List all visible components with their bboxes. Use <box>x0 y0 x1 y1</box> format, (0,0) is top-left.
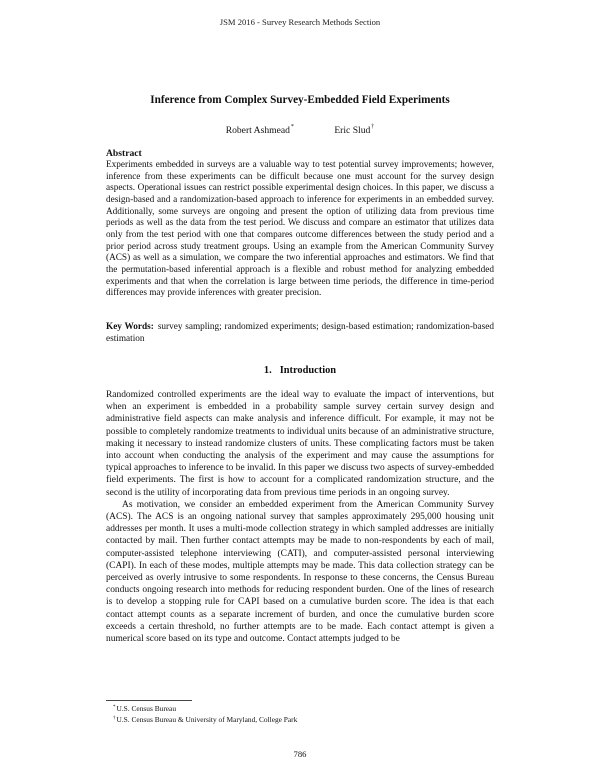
page-number: 786 <box>293 749 307 759</box>
footnote <box>113 703 493 714</box>
footnote-text: U.S. Census Bureau & University of Maryland, College Park <box>116 715 298 725</box>
body-text <box>106 389 494 645</box>
running-header: JSM 2016 - Survey Research Methods Section <box>219 17 381 27</box>
body-paragraph: Randomized controlled experiments are the ideal way to evaluate the impact of interventions, but when an experiment is embedded in a probability sample survey certain survey design and administrative field aspects can make analysis and inference difficult. For example, it may not be possible to completely randomize treatments to individual units because of an administrative structure, making it necessary to instead randomize clusters of units. These complicating factors must be taken into account when conducting the analysis of the experiment and may cause the assumptions for typical approaches to inference to be invalid. In this paper we discuss two aspects of survey-embedded field experiments. The first is how to account for a complicated randomization structure, and the second is the utility of incorporating data from previous time periods in an ongoing survey. <box>106 390 494 498</box>
section-heading <box>0 365 600 376</box>
author-slud <box>334 124 374 136</box>
author-mark: † <box>371 124 375 130</box>
author-name: Robert Ashmead <box>225 125 290 136</box>
abstract-text: Experiments embedded in surveys are a valuable way to test potential survey improvements; however, inference from these experiments can be difficult because one must account for the survey design aspects. Operational issues can restrict possible experimental design choices. In this paper, we discuss a design-based and a randomization-based approach to inference for experiments in an embedded survey. Additionally, some surveys are ongoing and present the option of utilizing data from previous time periods as well as the data from the test period. We discuss and compare an estimator that utilizes data only from the test period with one that compares outcome differences between the study period and a prior period across study treatment groups. Using an example from the American Community Survey (ACS) as well as a simulation, we compare the two inferential approaches and estimators. We find that the permutation-based inferential approach is a flexible and robust method for analyzing embedded experiments and that when the correlation is large between time periods, the difference in time-period differences may provide inferences with greater precision. <box>106 160 494 299</box>
footnote <box>113 714 493 725</box>
author-name: Eric Slud <box>334 125 371 136</box>
footnote-text: U.S. Census Bureau <box>116 704 177 713</box>
author-mark: * <box>290 124 294 130</box>
author-list <box>0 124 600 136</box>
section-number: 1. <box>263 365 272 376</box>
author-ashmead <box>226 124 294 136</box>
section-title: Introduction <box>279 365 337 376</box>
body-paragraph: As motivation, we consider an embedded experiment from the American Community Survey (ACS). The ACS is an ongoing national survey that samples approximately 295,000 housing unit addresses per month. It uses a multi-mode collection strategy in which sampled addresses are initially contacted by mail. Then further contact attempts may be made to non-respondents by each of mail, computer-assisted telephone interviewing (CATI), and computer-assisted personal interviewing (CAPI). In each of these modes, multiple attempts may be made. This data collection strategy can be perceived as overly intrusive to some respondents. In response to these concerns, the Census Bureau conducts ongoing research into methods for reducing respondent burden. One of the lines of research is to develop a stopping rule for CAPI based on a cumulative burden score. The idea is that each contact attempt counts as a separate increment of burden, and once the cumulative burden score exceeds a certain threshold, no further attempts are to be made. Each contact attempt is given a numerical score based on its type and outcome. Contact attempts judged to be <box>106 499 494 645</box>
footnote-rule <box>106 700 192 701</box>
footnotes <box>113 703 493 725</box>
paper-title: Inference from Complex Survey-Embedded Field Experiments <box>150 94 450 106</box>
footnote-mark: * <box>113 705 116 710</box>
keywords-text: survey sampling; randomized experiments; design-based estimation; randomization-based estimation <box>106 322 494 344</box>
footnote-mark: † <box>113 716 116 722</box>
keywords-label: Key Words: <box>106 322 154 332</box>
abstract-heading: Abstract <box>106 148 142 159</box>
keywords <box>106 322 494 346</box>
